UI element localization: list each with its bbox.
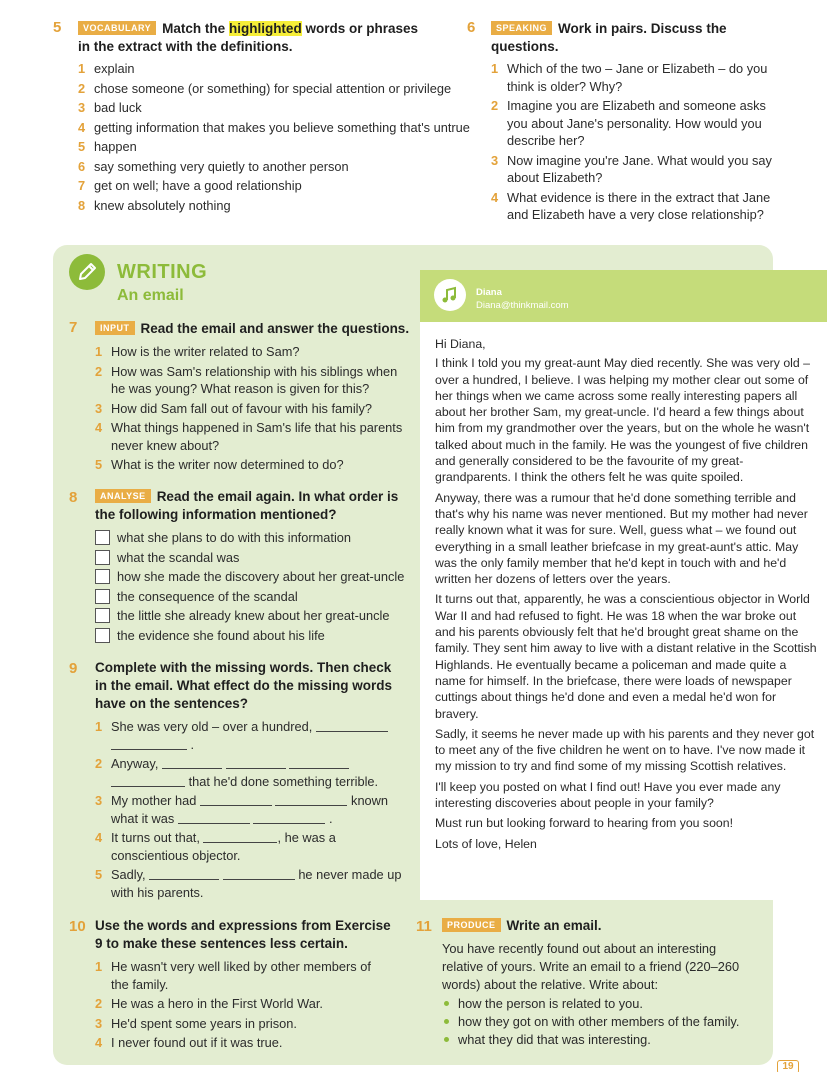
blank[interactable] bbox=[316, 720, 388, 732]
exercise-heading: SPEAKING Work in pairs. Discuss the questions. bbox=[491, 21, 727, 54]
exercise-5 bbox=[53, 18, 470, 238]
email-paragraph: It turns out that, apparently, he was a conscientious objector in World War II and had refused to fight. He was 18 when the war broke out and his parents obviously felt that he'd brought great shame on the family. They sent him away to live with a distant relative in the Scottish Highlands. He eventually became a policeman and made quite a name for himself. In the briefcase, there were loads of newspaper cuttings about things he'd done and even a medal he'd won for bravery. bbox=[435, 592, 817, 721]
checkbox-label: the consequence of the scandal bbox=[117, 588, 298, 604]
exercise-9 bbox=[69, 659, 414, 904]
item-text: Which of the two – Jane or Elizabeth – do you think is older? Why? bbox=[507, 61, 768, 94]
item-text: say something very quietly to another person bbox=[94, 158, 349, 174]
item-text: How is the writer related to Sam? bbox=[111, 344, 300, 359]
exercise-10 bbox=[69, 917, 399, 1057]
gap-fill-item: 4 It turns out that, , he was a conscientious objector. bbox=[95, 830, 336, 863]
blank[interactable] bbox=[289, 757, 349, 769]
checkbox-label: what the scandal was bbox=[117, 549, 240, 565]
item-number: 4 bbox=[95, 420, 103, 435]
exercise-heading: ANALYSE Read the email again. In what order is the following information mentioned? bbox=[95, 489, 399, 522]
item-number: 3 bbox=[95, 1015, 103, 1031]
sentence-list bbox=[95, 958, 385, 1054]
list-item bbox=[491, 189, 781, 224]
item-number: 2 bbox=[95, 363, 103, 379]
item-number: 5 bbox=[95, 457, 103, 472]
sender-address: Diana@thinkmail.com bbox=[476, 300, 569, 311]
gap-fill-item: 1 She was very old – over a hundred, . bbox=[95, 718, 415, 753]
item-number: 1 bbox=[491, 61, 499, 76]
checkbox-item bbox=[95, 626, 425, 646]
writing-title: WRITING bbox=[117, 261, 208, 283]
gap-fill-item: 2 Anyway, that he'd done something terrible. bbox=[95, 756, 379, 789]
order-checkbox[interactable] bbox=[95, 608, 110, 623]
exercise-7 bbox=[69, 318, 409, 478]
checkbox-item bbox=[95, 567, 425, 587]
checkbox-label: how she made the discovery about her great-uncle bbox=[117, 569, 405, 584]
list-item bbox=[95, 400, 405, 418]
list-item bbox=[95, 1015, 385, 1033]
email-paragraph: I think I told you my great-aunt May died recently. She was very old – over a hundred, I believe. I was helping my mother clear out some of her things when we came across some really interesting papers all about her brother Sam, my great-uncle. I'd heard a few things about him from my grandmother over the years, but on the whole he wasn't talked about much in the family. He was the youngest of five children and generally considered to be the favourite of my great-grandparents. I think the others felt he was quite spoiled. bbox=[435, 356, 811, 485]
blank[interactable] bbox=[111, 775, 185, 787]
item-number: 1 bbox=[95, 959, 103, 974]
list-item bbox=[95, 363, 405, 398]
exercise-number: 5 bbox=[53, 19, 62, 36]
email-paragraph: Sadly, it seems he never made up with his parents and they never got to meet any of the five children he went on to have. I've now made it my mission to try and find some of my missing Scottish relatives. bbox=[435, 726, 815, 774]
item-text: getting information that makes you believe something that's untrue bbox=[94, 119, 470, 135]
bullet-item bbox=[442, 995, 762, 1013]
blank[interactable] bbox=[226, 757, 286, 769]
exercise-heading: PRODUCE Write an email. bbox=[442, 917, 762, 935]
email-header bbox=[420, 270, 827, 322]
blank[interactable] bbox=[200, 794, 272, 806]
item-number: 5 bbox=[78, 139, 86, 154]
order-checkbox[interactable] bbox=[95, 589, 110, 604]
item-text: Imagine you are Elizabeth and someone asks you about Jane's personality. How would you describe her? bbox=[507, 98, 766, 148]
writing-subtitle: An email bbox=[117, 287, 184, 304]
email-card bbox=[420, 270, 827, 900]
exercise-number: 7 bbox=[69, 319, 78, 336]
list-item bbox=[95, 419, 405, 454]
list-item bbox=[491, 97, 781, 150]
email-greeting: Hi Diana, bbox=[435, 337, 486, 351]
list-item bbox=[78, 80, 473, 98]
exercise-number: 11 bbox=[416, 918, 432, 935]
blank[interactable] bbox=[149, 868, 219, 880]
item-text: He wasn't very well liked by other members of the family. bbox=[111, 959, 371, 992]
bullet-dot-icon bbox=[444, 1001, 449, 1006]
exercise-8 bbox=[69, 488, 419, 653]
email-paragraph: Anyway, there was a rumour that he'd done something terrible and that's why his name was never mentioned. But my mother had never really known what it was for sure. Well, guess what – we found out everything in a small leather briefcase in my great-aunt's attic. May was the only family member that he'd kept in touch with and he'd written her dozens of letters over the years. bbox=[435, 490, 808, 587]
item-number: 2 bbox=[78, 80, 86, 96]
email-paragraph: I'll keep you posted on what I find out! Have you ever made any interesting discoveries about people in your family? bbox=[435, 779, 781, 811]
bullet-text: how the person is related to you. bbox=[458, 996, 643, 1011]
definition-list bbox=[78, 60, 473, 216]
item-text: What evidence is there in the extract that Jane and Elizabeth have a very close relationship? bbox=[507, 189, 771, 222]
item-text: happen bbox=[94, 139, 137, 154]
checkbox-item bbox=[95, 548, 425, 568]
bullet-dot-icon bbox=[444, 1037, 449, 1042]
list-item bbox=[78, 158, 473, 176]
list-item bbox=[95, 995, 385, 1013]
item-number: 1 bbox=[78, 61, 86, 76]
vocabulary-tag: VOCABULARY bbox=[78, 21, 156, 35]
blank[interactable] bbox=[203, 831, 277, 843]
email-paragraph: Must run but looking forward to hearing from you soon! bbox=[435, 816, 734, 831]
item-number: 3 bbox=[491, 152, 499, 168]
item-text: get on well; have a good relationship bbox=[94, 178, 302, 193]
item-text: bad luck bbox=[94, 100, 142, 115]
item-text: What is the writer now determined to do? bbox=[111, 457, 344, 472]
blank[interactable] bbox=[178, 812, 250, 824]
item-number: 2 bbox=[95, 996, 103, 1011]
item-number: 3 bbox=[95, 400, 103, 416]
item-text: He was a hero in the First World War. bbox=[111, 996, 323, 1011]
email-signoff: Lots of love, Helen bbox=[435, 836, 537, 851]
input-tag: INPUT bbox=[95, 321, 135, 335]
item-number: 1 bbox=[95, 344, 103, 359]
blank[interactable] bbox=[111, 738, 187, 750]
checkbox-label: what she plans to do with this information bbox=[117, 530, 352, 545]
list-item bbox=[78, 197, 473, 215]
email-body bbox=[435, 336, 817, 856]
exercise-number: 10 bbox=[69, 918, 86, 935]
list-item bbox=[78, 119, 473, 137]
exercise-heading: VOCABULARY Match the highlighted words or phrases in the extract with the definitions. bbox=[78, 21, 418, 54]
item-text: How was Sam's relationship with his siblings when he was young? What reason is given for this? bbox=[111, 363, 398, 396]
blank[interactable] bbox=[162, 757, 222, 769]
list-item bbox=[78, 138, 473, 156]
list-item bbox=[78, 99, 473, 117]
checkbox-label: the little she already knew about her great-uncle bbox=[117, 608, 390, 623]
bullet-text: how they got on with other members of the family. bbox=[458, 1014, 740, 1029]
checkbox-item bbox=[95, 587, 425, 607]
item-number: 4 bbox=[491, 189, 499, 205]
bullet-text: what they did that was interesting. bbox=[458, 1032, 651, 1047]
analyse-tag: ANALYSE bbox=[95, 489, 151, 503]
item-number: 2 bbox=[491, 98, 499, 113]
checkbox-label: the evidence she found about his life bbox=[117, 627, 325, 643]
exercise-heading: Use the words and expressions from Exercise 9 to make these sentences less certain. bbox=[95, 918, 391, 951]
item-text: chose someone (or something) for special attention or privilege bbox=[94, 80, 452, 96]
item-text: What things happened in Sam's life that his parents never knew about? bbox=[111, 420, 403, 453]
order-checkbox[interactable] bbox=[95, 569, 110, 584]
speaking-tag: SPEAKING bbox=[491, 21, 552, 35]
exercise-number: 6 bbox=[467, 19, 476, 36]
task-intro: You have recently found out about an interesting relative of yours. Write an email to a friend (220–260 words) about the relative. Write about: bbox=[442, 941, 740, 992]
checkbox-item bbox=[95, 528, 425, 548]
order-checkbox[interactable] bbox=[95, 550, 110, 565]
checkbox-item bbox=[95, 606, 425, 626]
list-item bbox=[491, 152, 781, 187]
bullet-dot-icon bbox=[444, 1019, 449, 1024]
item-text: Now imagine you're Jane. What would you say about Elizabeth? bbox=[507, 152, 772, 185]
item-number: 7 bbox=[78, 178, 86, 193]
list-item bbox=[78, 177, 473, 195]
item-number: 4 bbox=[95, 1035, 103, 1050]
checkbox-list bbox=[95, 528, 425, 645]
question-list bbox=[95, 343, 405, 476]
exercise-heading: INPUT Read the email and answer the questions. bbox=[95, 320, 425, 338]
gap-fill-item: 3 My mother had known what it was . bbox=[95, 793, 389, 826]
blank[interactable] bbox=[253, 812, 325, 824]
item-text: knew absolutely nothing bbox=[94, 197, 231, 213]
writing-heading bbox=[69, 254, 329, 310]
question-list bbox=[491, 60, 781, 226]
order-checkbox[interactable] bbox=[95, 628, 110, 643]
list-item bbox=[95, 343, 405, 361]
list-item bbox=[491, 60, 781, 95]
music-note-icon bbox=[434, 279, 466, 311]
blank[interactable] bbox=[223, 868, 295, 880]
exercise-6 bbox=[467, 18, 797, 238]
item-number: 6 bbox=[78, 158, 86, 174]
page-number: 19 bbox=[777, 1060, 799, 1072]
bullet-list bbox=[442, 995, 762, 1049]
exercise-heading: Complete with the missing words. Then check in the email. What effect do the missing words have on the sentences? bbox=[95, 660, 393, 711]
item-number: 4 bbox=[78, 119, 86, 135]
sender-name: Diana bbox=[476, 287, 502, 298]
exercise-11 bbox=[416, 917, 766, 1057]
order-checkbox[interactable] bbox=[95, 530, 110, 545]
blank[interactable] bbox=[275, 794, 347, 806]
item-number: 3 bbox=[78, 100, 86, 115]
list-item bbox=[95, 958, 385, 993]
item-text: explain bbox=[94, 61, 135, 76]
list-item bbox=[95, 456, 405, 474]
list-item bbox=[78, 60, 473, 78]
pencil-icon bbox=[69, 254, 105, 290]
item-text: I never found out if it was true. bbox=[111, 1035, 283, 1050]
gap-fill-item: 5 Sadly, he never made up with his parents. bbox=[95, 867, 402, 900]
item-text: He'd spent some years in prison. bbox=[111, 1015, 297, 1031]
highlighted-word: highlighted bbox=[228, 21, 302, 36]
list-item bbox=[95, 1034, 385, 1052]
bullet-item bbox=[442, 1013, 762, 1031]
produce-tag: PRODUCE bbox=[442, 918, 501, 932]
item-number: 8 bbox=[78, 197, 86, 213]
bullet-item bbox=[442, 1031, 762, 1049]
gap-fill-items bbox=[95, 718, 415, 903]
item-text: How did Sam fall out of favour with his family? bbox=[111, 400, 373, 416]
exercise-number: 8 bbox=[69, 489, 78, 506]
exercise-number: 9 bbox=[69, 660, 78, 677]
